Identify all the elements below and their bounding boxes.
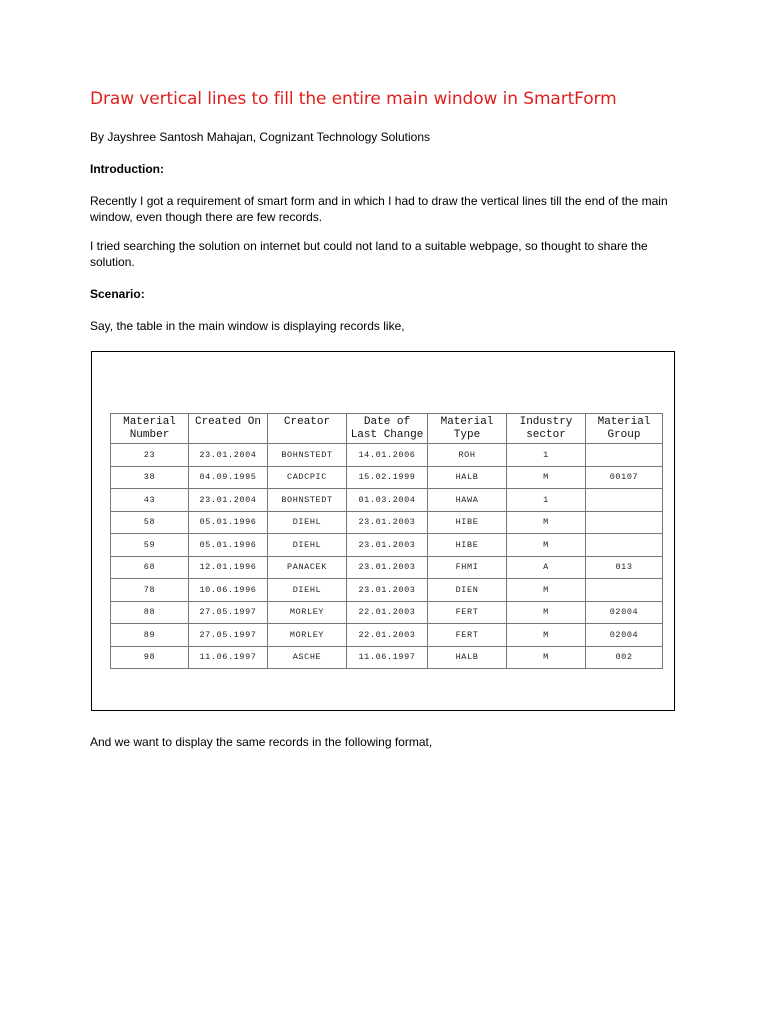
table-row (111, 444, 663, 467)
table-cell: BOHNSTEDT (268, 489, 347, 512)
table-cell: 43 (111, 489, 189, 512)
column-header-line: Last Change (350, 428, 424, 441)
after-figure-paragraph: And we want to display the same records in the following format, (90, 735, 433, 749)
column-header (428, 414, 507, 444)
table-cell: 04.09.1995 (189, 466, 268, 489)
table-row (111, 579, 663, 602)
column-header (347, 414, 428, 444)
table-cell: ROH (428, 444, 507, 467)
table-cell: 01.03.2004 (347, 489, 428, 512)
table-body (111, 444, 663, 669)
scenario-paragraph: Say, the table in the main window is displaying records like, (90, 319, 405, 333)
table-cell: PANACEK (268, 556, 347, 579)
table-row (111, 601, 663, 624)
table-cell: 68 (111, 556, 189, 579)
table-cell (586, 444, 663, 467)
table-row (111, 646, 663, 669)
table-cell: 12.01.1996 (189, 556, 268, 579)
table-cell: HAWA (428, 489, 507, 512)
table-cell: M (507, 534, 586, 557)
table-cell: 15.02.1999 (347, 466, 428, 489)
table-cell: HALB (428, 646, 507, 669)
table-cell: MORLEY (268, 601, 347, 624)
table-cell: 23.01.2004 (189, 444, 268, 467)
table-cell: ASCHE (268, 646, 347, 669)
column-header-line: Date of (363, 415, 411, 428)
table-cell: DIEHL (268, 579, 347, 602)
column-header-line: Group (607, 428, 641, 441)
table-cell: M (507, 579, 586, 602)
table-cell: BOHNSTEDT (268, 444, 347, 467)
table-cell: 23.01.2003 (347, 579, 428, 602)
table-row (111, 489, 663, 512)
document-title: Draw vertical lines to fill the entire main window in SmartForm (90, 89, 617, 109)
table-row (111, 511, 663, 534)
table-cell: MORLEY (268, 624, 347, 647)
table-row (111, 556, 663, 579)
column-header-line: Material (597, 415, 651, 428)
column-header-line: Created On (194, 415, 261, 428)
table-cell: 00107 (586, 466, 663, 489)
column-header-spacer (268, 429, 346, 442)
column-header-line: sector (526, 428, 566, 441)
table-row (111, 466, 663, 489)
table-cell: FERT (428, 624, 507, 647)
table-cell: 78 (111, 579, 189, 602)
column-header (268, 414, 347, 444)
table-cell: 11.06.1997 (189, 646, 268, 669)
table-cell: 22.01.2003 (347, 601, 428, 624)
introduction-paragraph-2: I tried searching the solution on internet but could not land to a suitable webpage, so thought to share the solution. (90, 239, 648, 269)
table-cell: HALB (428, 466, 507, 489)
table-cell: M (507, 624, 586, 647)
table-cell: DIEN (428, 579, 507, 602)
table-cell (586, 534, 663, 557)
table-cell: 23 (111, 444, 189, 467)
column-header (111, 414, 189, 444)
column-header-line: Type (453, 428, 481, 441)
table-cell: 59 (111, 534, 189, 557)
table-cell: M (507, 646, 586, 669)
table-cell: 14.01.2006 (347, 444, 428, 467)
table-cell: 02004 (586, 601, 663, 624)
table-cell: 23.01.2003 (347, 556, 428, 579)
table-cell (586, 579, 663, 602)
column-header-line: Material (123, 415, 176, 428)
table-cell: 23.01.2004 (189, 489, 268, 512)
table-cell: M (507, 601, 586, 624)
table-cell: FHMI (428, 556, 507, 579)
table-row (111, 624, 663, 647)
table-cell: 02004 (586, 624, 663, 647)
column-header (189, 414, 268, 444)
table-cell: 23.01.2003 (347, 534, 428, 557)
table-cell: 10.06.1996 (189, 579, 268, 602)
column-header (586, 414, 663, 444)
scenario-heading: Scenario: (90, 287, 145, 301)
byline: By Jayshree Santosh Mahajan, Cognizant Technology Solutions (90, 130, 430, 144)
table-cell: 27.05.1997 (189, 624, 268, 647)
introduction-heading: Introduction: (90, 162, 164, 176)
table-cell: 11.06.1997 (347, 646, 428, 669)
table-cell: 58 (111, 511, 189, 534)
table-cell: CADCPIC (268, 466, 347, 489)
table-row (111, 534, 663, 557)
column-header-line: Industry (519, 415, 573, 428)
introduction-paragraph-1: Recently I got a requirement of smart form and in which I had to draw the vertical lines till the end of the main window, even though there are few records. (90, 194, 668, 224)
table-cell: M (507, 466, 586, 489)
column-header (507, 414, 586, 444)
table-cell: 05.01.1996 (189, 511, 268, 534)
table-cell: M (507, 511, 586, 534)
table-cell: 98 (111, 646, 189, 669)
records-table (110, 413, 663, 669)
table-cell: 1 (507, 489, 586, 512)
table-cell: 23.01.2003 (347, 511, 428, 534)
column-header-line: Creator (283, 415, 331, 428)
table-cell: 27.05.1997 (189, 601, 268, 624)
table-cell: DIEHL (268, 511, 347, 534)
table-cell: FERT (428, 601, 507, 624)
column-header-line: Material (440, 415, 494, 428)
table-cell: 89 (111, 624, 189, 647)
table-cell: HIBE (428, 534, 507, 557)
table-cell: 05.01.1996 (189, 534, 268, 557)
column-header-line: Number (129, 428, 170, 441)
table-cell: A (507, 556, 586, 579)
records-figure (91, 351, 675, 711)
table-header-row (111, 414, 663, 444)
table-cell: 22.01.2003 (347, 624, 428, 647)
table-cell: HIBE (428, 511, 507, 534)
table-cell: 1 (507, 444, 586, 467)
column-header-spacer (189, 429, 267, 442)
table-cell: 38 (111, 466, 189, 489)
table-cell: 88 (111, 601, 189, 624)
table-cell: 002 (586, 646, 663, 669)
table-cell (586, 489, 663, 512)
table-cell (586, 511, 663, 534)
table-cell: 013 (586, 556, 663, 579)
table-cell: DIEHL (268, 534, 347, 557)
